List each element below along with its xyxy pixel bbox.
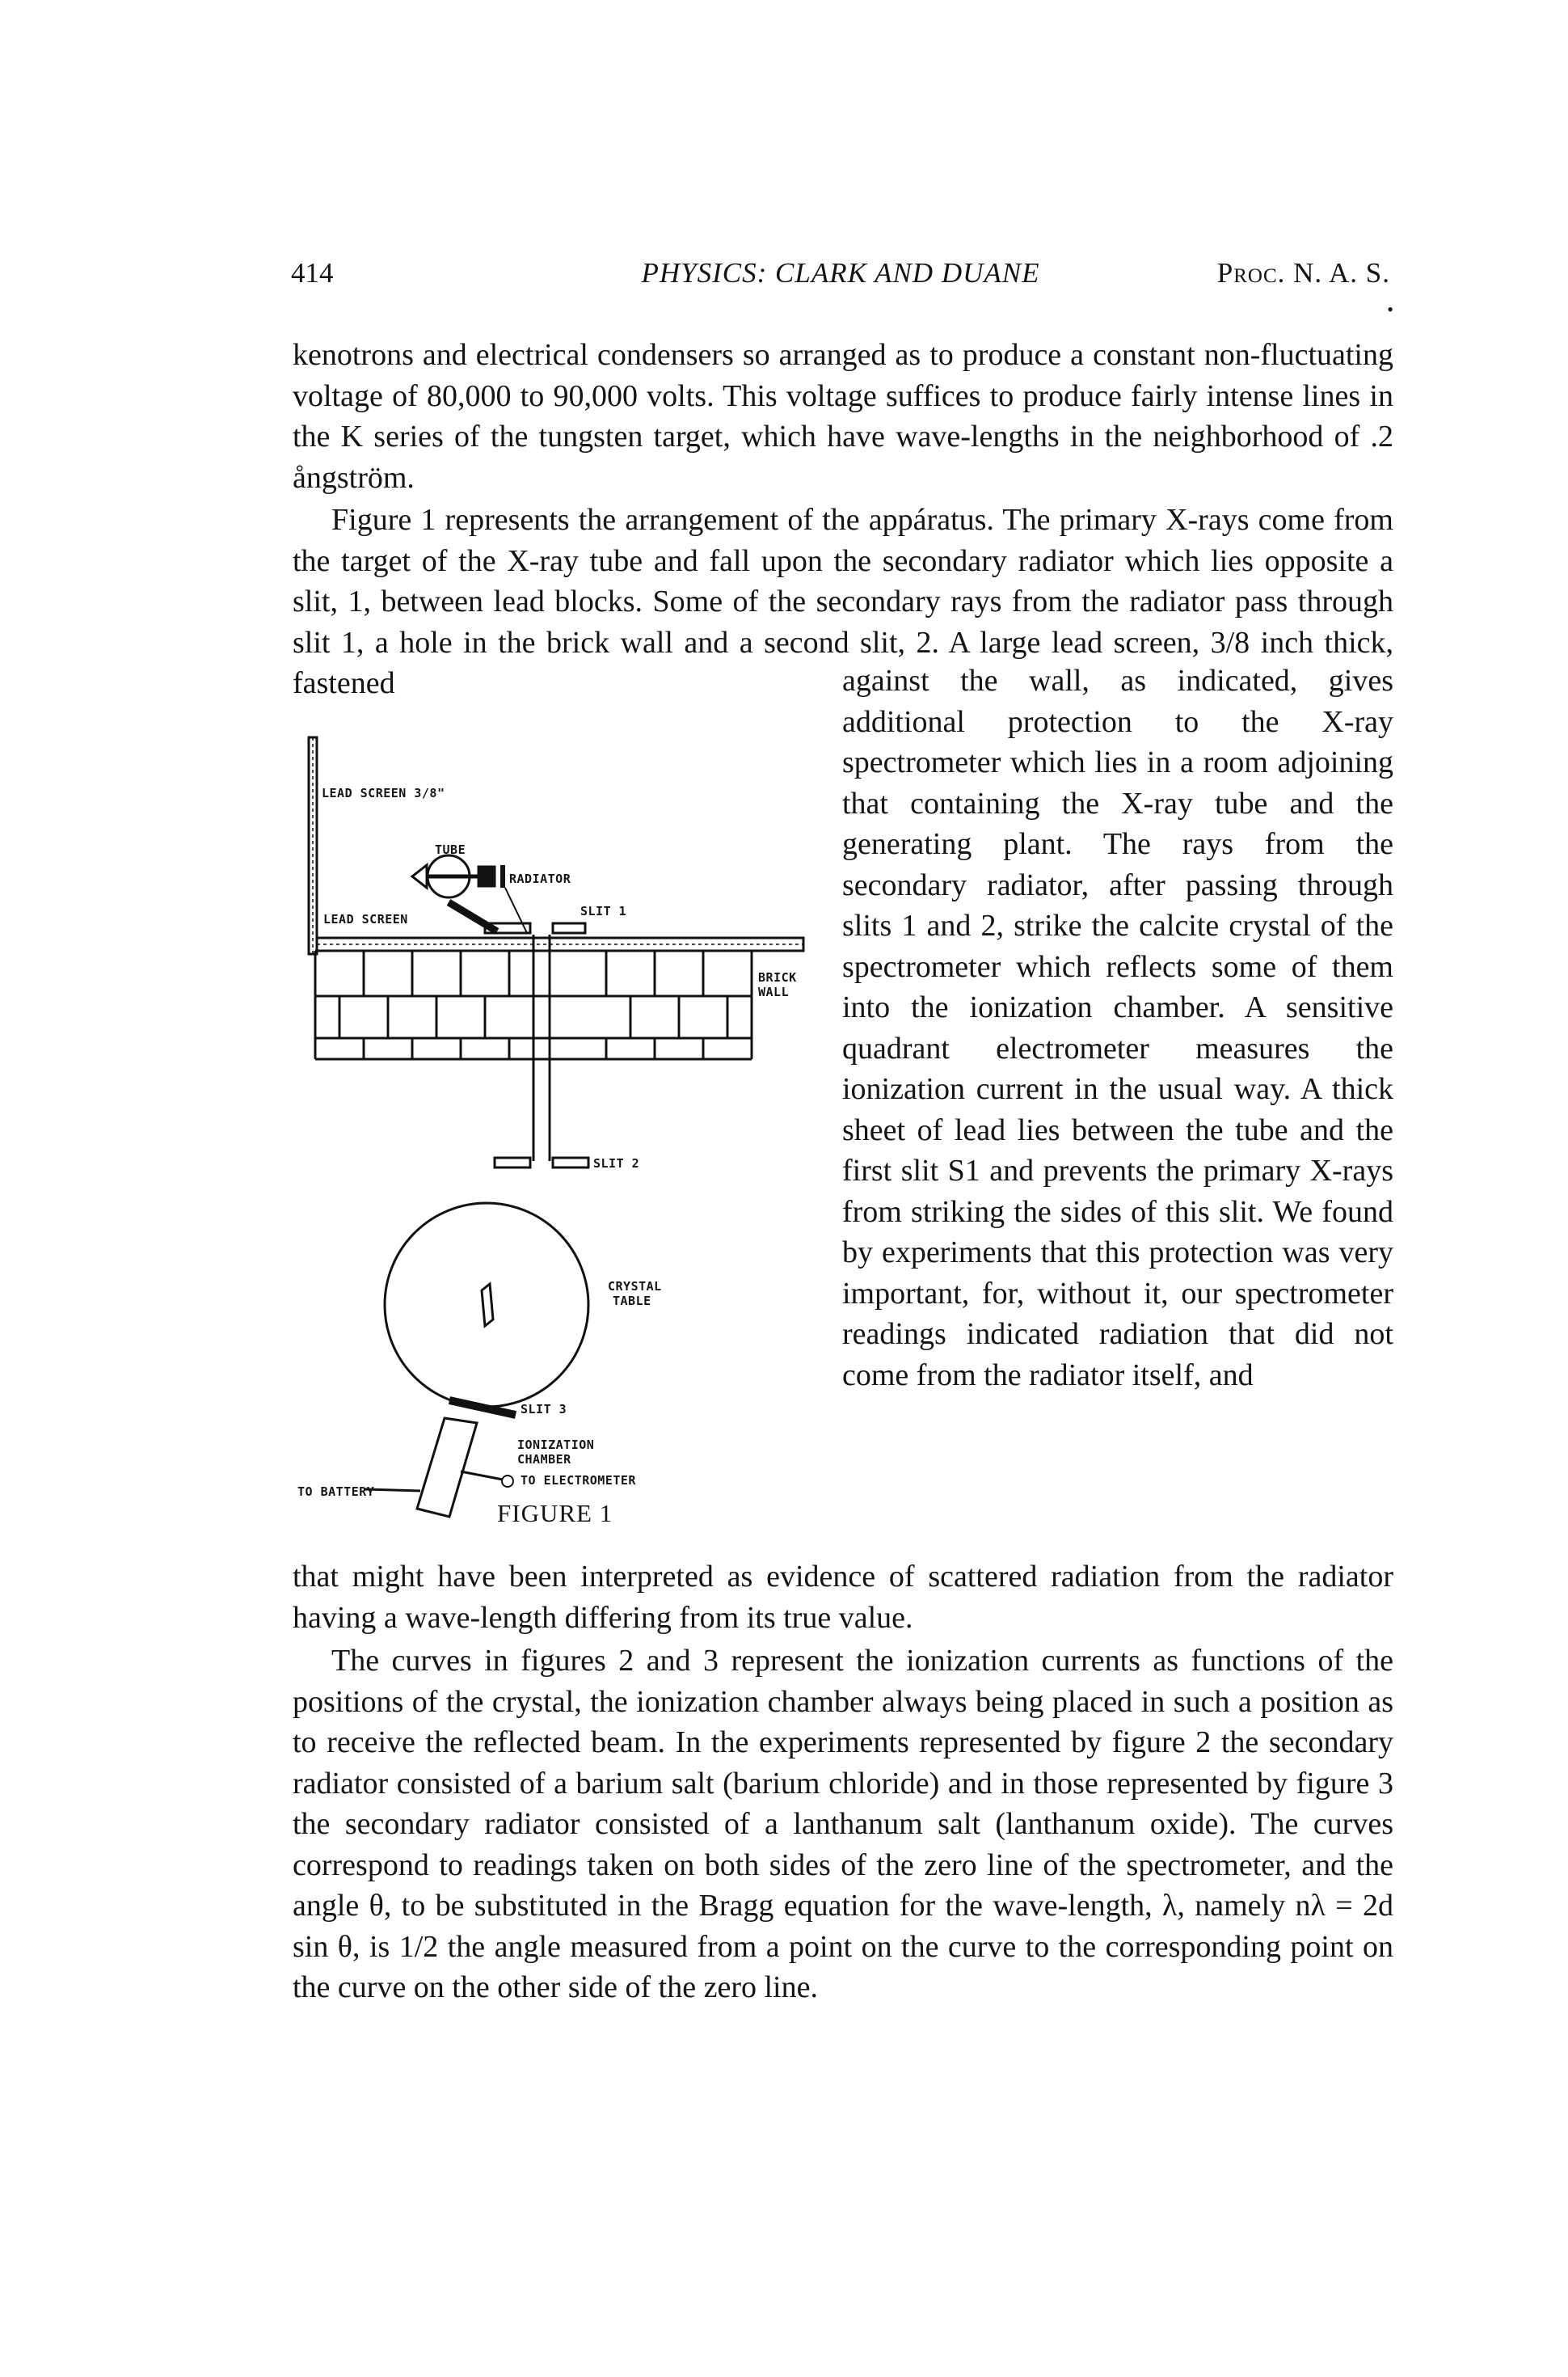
label-ionization: IONIZATION <box>517 1438 595 1452</box>
slit-1-right-block <box>553 923 585 933</box>
figure-1 <box>291 708 849 1533</box>
paragraph-2-end <box>293 1556 1393 1638</box>
label-brick: BRICK <box>758 970 797 985</box>
label-slit-3: SLIT 3 <box>521 1402 567 1416</box>
paragraph-2-text: Figure 1 represents the arrangement of the appáratus. The primary X-rays come from the target of the X-ray tube and fall upon the secondary radiator which lies opposite a slit, 1, between lead blocks. Some of the secondary rays from the radiator pass through slit 1, a hole in the brick wall and a second slit, 2. A large lead screen, 3/8 inch thick, fastened <box>293 503 1393 700</box>
paragraph-3-text: The curves in figures 2 and 3 represent the ionization currents as functions of the positions of the crystal, the ionization chamber always being placed in such a position as to receive the reflected beam. In the experiments represented by figure 2 the secondary radiator consisted of a barium salt (barium chloride) and in those represented by figure 3 the secondary radiator consisted of a lanthanum salt (lanthanum oxide). The curves correspond to readings taken on both sides of the zero line of the spectrometer, and the angle θ, to be substituted in the Bragg equation for the wave-length, λ, namely nλ = 2d sin θ, is 1/2 the angle measured from a point on the curve to the corresponding point on the curve on the other side of the zero line. <box>293 1644 1393 2004</box>
paragraph-2-wrap <box>842 661 1393 1395</box>
label-to-battery: TO BATTERY <box>297 1484 375 1499</box>
tube-anode <box>478 867 495 886</box>
label-slit-1: SLIT 1 <box>580 904 627 918</box>
label-lead-screen: LEAD SCREEN <box>323 912 408 927</box>
paragraph-3 <box>293 1640 1393 2008</box>
label-to-electrometer: TO ELECTROMETER <box>521 1473 636 1488</box>
label-tube: TUBE <box>435 842 466 857</box>
running-title: PHYSICS: CLARK AND DUANE <box>641 257 1040 289</box>
label-lead-screen-top: LEAD SCREEN 3/8" <box>322 786 445 800</box>
label-crystal: CRYSTAL <box>608 1279 662 1294</box>
header-mark: • <box>1387 299 1393 319</box>
slit-2-right-block <box>553 1158 588 1167</box>
label-chamber: CHAMBER <box>517 1452 571 1467</box>
tube-cathode <box>412 865 427 888</box>
ionization-chamber <box>417 1418 477 1517</box>
calcite-crystal <box>482 1284 493 1326</box>
label-table: TABLE <box>613 1294 651 1308</box>
label-wall: WALL <box>758 985 790 999</box>
label-radiator: RADIATOR <box>509 872 571 886</box>
page-number: 414 <box>291 257 334 289</box>
paragraph-1 <box>293 335 1393 498</box>
slit-2-left-block <box>495 1158 530 1167</box>
paragraph-2-after-text: that might have been interpreted as evidence of scattered radiation from the radiator having a wave-length differing from its true value. <box>293 1560 1393 1635</box>
paragraph-1-text: kenotrons and electrical condensers so arranged as to produce a constant non-fluctuating voltage of 80,000 to 90,000 volts. This voltage suffices to produce fairly intense lines in the K series of the tungsten target, which have wave-lengths in the neighborhood of .2 ångström. <box>293 338 1393 495</box>
journal-name: Proc. N. A. S. <box>1216 257 1390 289</box>
page-header <box>291 257 1393 319</box>
slit-3-block <box>449 1400 516 1415</box>
apparatus-diagram <box>291 708 849 1533</box>
crystal-table <box>385 1203 588 1407</box>
label-slit-2: SLIT 2 <box>593 1156 640 1171</box>
figure-caption: FIGURE 1 <box>497 1499 613 1527</box>
inner-lead-screen <box>449 902 497 931</box>
paragraph-2-side-text: against the wall, as indicated, gives additional protection to the X-ray spectrometer which lies in a room adjoining that containing the X-ray tube and the generating plant. The rays from the secondary radiator, after passing through slits 1 and 2, strike the calcite crystal of the spectrometer which reflects some of them into the ionization chamber. A sensitive quadrant electrometer measures the ionization current in the usual way. A thick sheet of lead lies between the tube and the first slit S1 and prevents the primary X-rays from striking the sides of this slit. We found by experiments that this protection was very important, for, without it, our spectrometer readings indicated radiation that did not come from the radiator itself, and <box>842 664 1393 1392</box>
